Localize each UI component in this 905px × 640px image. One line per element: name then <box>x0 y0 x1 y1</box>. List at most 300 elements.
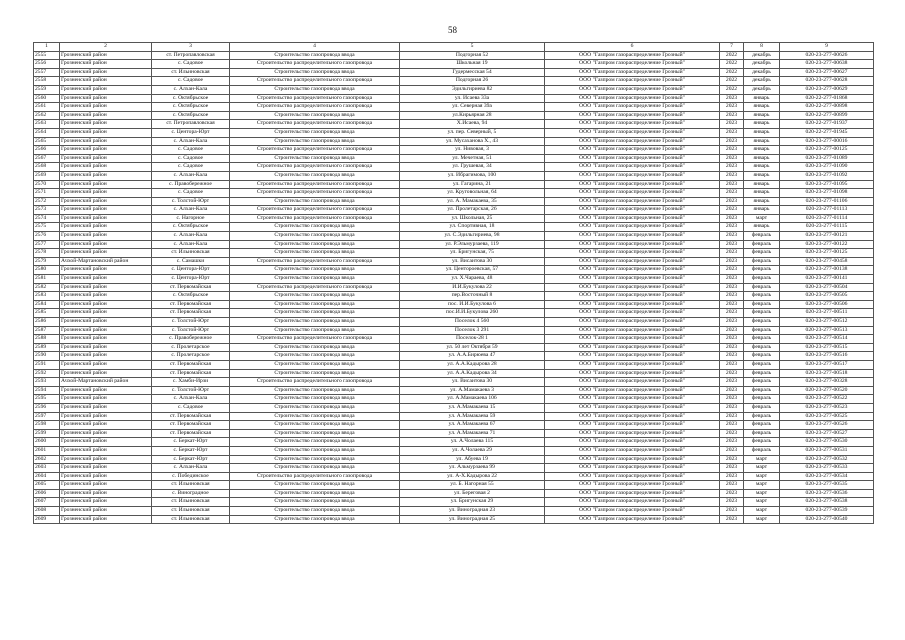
table-cell: январь <box>744 189 780 198</box>
table-cell: ст. Первомайская <box>152 360 230 369</box>
table-cell: ул. Школьная, 25 <box>400 214 545 223</box>
table-cell: 2023 <box>720 223 744 232</box>
table-cell: 2575 <box>34 223 60 232</box>
table-cell: ООО "Газпром газораспределение Грозный" <box>545 472 720 481</box>
table-cell: 2023 <box>720 249 744 258</box>
table-cell: март <box>744 489 780 498</box>
table-cell: с. Алхан-Кала <box>152 206 230 215</box>
table-cell: с. Побединское <box>152 472 230 481</box>
table-cell: 020-23-277-00539 <box>780 507 874 516</box>
table-cell: 020-23-277-00533 <box>780 464 874 473</box>
table-cell: 2597 <box>34 412 60 421</box>
table-cell: ул. Бригунская, 75 <box>400 249 545 258</box>
table-cell: январь <box>744 128 780 137</box>
table-cell: 020-22-277-01937 <box>780 120 874 129</box>
table-row <box>34 232 874 241</box>
table-cell: ул. А.Мамакаева 15 <box>400 403 545 412</box>
table-row <box>34 378 874 387</box>
table-cell: январь <box>744 180 780 189</box>
table-cell: 020-23-277-01114 <box>780 214 874 223</box>
table-cell: 2023 <box>720 438 744 447</box>
table-cell: февраль <box>744 378 780 387</box>
table-cell: Эдильгириева 82 <box>400 85 545 94</box>
table-cell: ООО "Газпром газораспределение Грозный" <box>545 455 720 464</box>
gasification-table <box>33 42 874 524</box>
table-row <box>34 171 874 180</box>
table-row <box>34 85 874 94</box>
table-cell: февраль <box>744 300 780 309</box>
table-cell: Строительство газопровода ввода <box>230 455 400 464</box>
table-cell: с. Садовое <box>152 163 230 172</box>
table-cell: ООО "Газпром газораспределение Грозный" <box>545 309 720 318</box>
table-cell: 2567 <box>34 154 60 163</box>
table-cell: 2585 <box>34 309 60 318</box>
table-cell: Грозненский район <box>60 275 152 284</box>
table-cell: 2572 <box>34 197 60 206</box>
table-row <box>34 464 874 473</box>
table-cell: ООО "Газпром газораспределение Грозный" <box>545 335 720 344</box>
table-cell: Строительство распределительного газопровода <box>230 283 400 292</box>
table-cell: ООО "Газпром газораспределение Грозный" <box>545 266 720 275</box>
table-cell: ООО "Газпром газораспределение Грозный" <box>545 464 720 473</box>
table-cell: декабрь <box>744 51 780 60</box>
table-row <box>34 275 874 284</box>
table-cell: ООО "Газпром газораспределение Грозный" <box>545 128 720 137</box>
table-cell: 2023 <box>720 180 744 189</box>
table-cell: 2023 <box>720 163 744 172</box>
table-cell: ООО "Газпром газораспределение Грозный" <box>545 120 720 129</box>
table-cell: с. Хамби-Ирзи <box>152 378 230 387</box>
table-cell: январь <box>744 146 780 155</box>
table-cell: 2566 <box>34 146 60 155</box>
table-cell: 2603 <box>34 464 60 473</box>
table-row <box>34 257 874 266</box>
table-cell: 2023 <box>720 206 744 215</box>
table-body <box>34 51 874 524</box>
table-cell: Строительство газопровода ввода <box>230 300 400 309</box>
table-cell: ООО "Газпром газораспределение Грозный" <box>545 292 720 301</box>
table-cell: 020-23-277-00628 <box>780 77 874 86</box>
table-cell: ООО "Газпром газораспределение Грозный" <box>545 446 720 455</box>
table-cell: Грозненский район <box>60 154 152 163</box>
table-cell: Строительство газопровода ввода <box>230 421 400 430</box>
table-cell: Поселок 4 560 <box>400 318 545 327</box>
table-cell: Грозненский район <box>60 120 152 129</box>
table-cell: Подгорная 26 <box>400 77 545 86</box>
table-cell: с. Садовое <box>152 60 230 69</box>
table-cell: ООО "Газпром газораспределение Грозный" <box>545 68 720 77</box>
table-cell: ООО "Газпром газораспределение Грозный" <box>545 249 720 258</box>
table-cell: Грозненский район <box>60 386 152 395</box>
table-cell: 2023 <box>720 257 744 266</box>
table-row <box>34 455 874 464</box>
table-cell: ООО "Газпром газораспределение Грозный" <box>545 137 720 146</box>
table-cell: 020-23-277-00511 <box>780 309 874 318</box>
column-header-5: 5 <box>400 43 545 52</box>
table-cell: ООО "Газпром газораспределение Грозный" <box>545 77 720 86</box>
table-cell: январь <box>744 103 780 112</box>
table-cell: 020-23-277-00526 <box>780 421 874 430</box>
table-cell: ООО "Газпром газораспределение Грозный" <box>545 171 720 180</box>
table-cell: ст. Ильиновская <box>152 249 230 258</box>
table-cell: Строительство газопровода ввода <box>230 343 400 352</box>
table-cell: Строительство распределительного газопровода <box>230 163 400 172</box>
table-cell: 2023 <box>720 309 744 318</box>
table-cell: 020-23-277-01098 <box>780 189 874 198</box>
table-cell: 2606 <box>34 489 60 498</box>
table-cell: январь <box>744 154 780 163</box>
table-cell: Грозненский район <box>60 292 152 301</box>
table-cell: 020-23-277-00505 <box>780 292 874 301</box>
column-header-8: 8 <box>744 43 780 52</box>
table-cell: ул.Кирьярная 28 <box>400 111 545 120</box>
table-cell: ст. Первомайская <box>152 429 230 438</box>
table-row <box>34 249 874 258</box>
table-cell: 020-23-277-00532 <box>780 455 874 464</box>
table-cell: 2582 <box>34 283 60 292</box>
table-cell: Грозненский район <box>60 163 152 172</box>
table-cell: 2023 <box>720 369 744 378</box>
table-cell: ул. А.Мамакаева 3 <box>400 386 545 395</box>
table-cell: с. Садовое <box>152 403 230 412</box>
table-cell: Строительство газопровода ввода <box>230 197 400 206</box>
table-cell: ООО "Газпром газораспределение Грозный" <box>545 515 720 524</box>
table-cell: ст. Первомайская <box>152 421 230 430</box>
table-cell: 020-23-277-00627 <box>780 68 874 77</box>
table-cell: 2023 <box>720 326 744 335</box>
table-cell: 2022 <box>720 77 744 86</box>
table-cell: ул. Висаитова 30 <box>400 257 545 266</box>
table-cell: Грозненский район <box>60 309 152 318</box>
table-cell: Грозненский район <box>60 137 152 146</box>
table-cell: Строительство газопровода ввода <box>230 111 400 120</box>
table-cell: 020-23-277-00538 <box>780 498 874 507</box>
table-cell: январь <box>744 137 780 146</box>
table-cell: 2609 <box>34 515 60 524</box>
table-row <box>34 137 874 146</box>
table-cell: 2576 <box>34 232 60 241</box>
table-cell: 2023 <box>720 472 744 481</box>
table-cell: 020-23-277-00122 <box>780 240 874 249</box>
table-cell: 2605 <box>34 481 60 490</box>
table-row <box>34 481 874 490</box>
table-cell: 2588 <box>34 335 60 344</box>
table-cell: 2023 <box>720 214 744 223</box>
table-cell: ООО "Газпром газораспределение Грозный" <box>545 103 720 112</box>
table-cell: Ачхой-Мартановский район <box>60 378 152 387</box>
table-cell: 2559 <box>34 85 60 94</box>
table-cell: 2023 <box>720 197 744 206</box>
column-header-7: 7 <box>720 43 744 52</box>
table-row <box>34 51 874 60</box>
table-row <box>34 68 874 77</box>
table-cell: 020-23-277-00512 <box>780 318 874 327</box>
table-cell: ул. А.А.Бирюева 47 <box>400 352 545 361</box>
table-cell: ООО "Газпром газораспределение Грозный" <box>545 214 720 223</box>
table-row <box>34 111 874 120</box>
table-cell: Строительство газопровода ввода <box>230 137 400 146</box>
table-cell: Строительство газопровода ввода <box>230 223 400 232</box>
table-cell: 2022 <box>720 85 744 94</box>
table-cell: Строительство газопровода ввода <box>230 309 400 318</box>
table-cell: ООО "Газпром газораспределение Грозный" <box>545 489 720 498</box>
table-cell: ул. Пролетарская, 26 <box>400 206 545 215</box>
table-cell: ООО "Газпром газораспределение Грозный" <box>545 163 720 172</box>
table-cell: ст. Первомайская <box>152 309 230 318</box>
table-cell: 2574 <box>34 214 60 223</box>
table-cell: Грозненский район <box>60 240 152 249</box>
table-cell: ст. Ильиновская <box>152 507 230 516</box>
table-cell: ул. Мусаханова Х., 43 <box>400 137 545 146</box>
table-cell: февраль <box>744 446 780 455</box>
table-cell: ООО "Газпром газораспределение Грозный" <box>545 60 720 69</box>
column-header-4: 4 <box>230 43 400 52</box>
table-cell: Строительство газопровода ввода <box>230 154 400 163</box>
table-cell: 2562 <box>34 111 60 120</box>
table-cell: 2023 <box>720 318 744 327</box>
table-cell: 2579 <box>34 257 60 266</box>
table-cell: 020-23-277-01106 <box>780 197 874 206</box>
table-cell: 2563 <box>34 120 60 129</box>
table-cell: ул. Гагарина, 21 <box>400 180 545 189</box>
table-cell: ООО "Газпром газораспределение Грозный" <box>545 275 720 284</box>
table-cell: март <box>744 455 780 464</box>
table-cell: ООО "Газпром газораспределение Грозный" <box>545 206 720 215</box>
table-cell: февраль <box>744 438 780 447</box>
table-cell: 2555 <box>34 51 60 60</box>
table-cell: 2023 <box>720 421 744 430</box>
table-cell: 020-23-277-00515 <box>780 343 874 352</box>
table-cell: февраль <box>744 352 780 361</box>
table-cell: с. Октябрьское <box>152 292 230 301</box>
table-cell: февраль <box>744 335 780 344</box>
table-cell: Грозненский район <box>60 77 152 86</box>
table-cell: 2023 <box>720 507 744 516</box>
table-cell: февраль <box>744 283 780 292</box>
table-cell: январь <box>744 120 780 129</box>
table-cell: 2570 <box>34 180 60 189</box>
table-cell: ул. А.Чолаева 115 <box>400 438 545 447</box>
table-cell: с. Алхан-Кала <box>152 240 230 249</box>
table-cell: ул. Северная 39а <box>400 103 545 112</box>
table-cell: 2583 <box>34 292 60 301</box>
table-cell: 2023 <box>720 498 744 507</box>
table-row <box>34 438 874 447</box>
table-cell: Строительство газопровода ввода <box>230 240 400 249</box>
table-cell: Грозненский район <box>60 498 152 507</box>
table-cell: 020-22-277-00899 <box>780 111 874 120</box>
table-cell: 2556 <box>34 60 60 69</box>
table-cell: ул. Бригунская 29 <box>400 498 545 507</box>
table-cell: И.И.Букулова 22 <box>400 283 545 292</box>
table-cell: ООО "Газпром газораспределение Грозный" <box>545 94 720 103</box>
table-row <box>34 180 874 189</box>
table-cell: ООО "Газпром газораспределение Грозный" <box>545 438 720 447</box>
table-cell: Грозненский район <box>60 335 152 344</box>
table-cell: ст. Первомайская <box>152 369 230 378</box>
table-cell: 2023 <box>720 292 744 301</box>
table-cell: 020-23-277-00504 <box>780 283 874 292</box>
table-cell: Грозненский район <box>60 352 152 361</box>
table-cell: февраль <box>744 266 780 275</box>
table-cell: Грозненский район <box>60 455 152 464</box>
table-cell: с. Центора-Юрт <box>152 275 230 284</box>
table-cell: 2604 <box>34 472 60 481</box>
table-cell: 2023 <box>720 94 744 103</box>
table-cell: 2593 <box>34 378 60 387</box>
table-cell: 2560 <box>34 94 60 103</box>
table-cell: январь <box>744 197 780 206</box>
table-cell: Грозненский район <box>60 206 152 215</box>
table-row <box>34 300 874 309</box>
table-cell: март <box>744 498 780 507</box>
table-cell: Строительство распределительного газопровода <box>230 180 400 189</box>
table-cell: 2586 <box>34 318 60 327</box>
table-cell: 2023 <box>720 266 744 275</box>
table-cell: Грозненский район <box>60 395 152 404</box>
table-cell: Строительство газопровода ввода <box>230 51 400 60</box>
table-cell: Строительство газопровода ввода <box>230 438 400 447</box>
table-cell: Грозненский район <box>60 326 152 335</box>
table-cell: март <box>744 481 780 490</box>
table-cell: Строительство газопровода ввода <box>230 232 400 241</box>
table-cell: ООО "Газпром газораспределение Грозный" <box>545 318 720 327</box>
table-row <box>34 412 874 421</box>
table-cell: ООО "Газпром газораспределение Грозный" <box>545 189 720 198</box>
table-cell: 020-23-277-01095 <box>780 180 874 189</box>
table-cell: 2023 <box>720 464 744 473</box>
table-cell: Грозненский район <box>60 60 152 69</box>
table-cell: 2023 <box>720 103 744 112</box>
table-row <box>34 489 874 498</box>
table-cell: ул. А-Х.Кадырова 22 <box>400 472 545 481</box>
table-cell: Грозненский район <box>60 464 152 473</box>
table-cell: 020-22-277-01868 <box>780 94 874 103</box>
table-cell: 020-23-277-00531 <box>780 446 874 455</box>
table-cell: с. Садовое <box>152 189 230 198</box>
table-cell: 2600 <box>34 438 60 447</box>
table-cell: 2581 <box>34 275 60 284</box>
column-header-6: 6 <box>545 43 720 52</box>
table-cell: Строительство распределительного газопровода <box>230 120 400 129</box>
table-cell: 2023 <box>720 240 744 249</box>
table-cell: Грозненский район <box>60 111 152 120</box>
table-cell: с. Алхан-Кала <box>152 171 230 180</box>
table-cell: с. Виноградное <box>152 489 230 498</box>
table-cell: ООО "Газпром газораспределение Грозный" <box>545 257 720 266</box>
table-cell: Строительство газопровода ввода <box>230 68 400 77</box>
table-cell: Грозненский район <box>60 507 152 516</box>
table-cell: Строительство газопровода ввода <box>230 369 400 378</box>
table-cell: 2023 <box>720 232 744 241</box>
table-cell: ул. Центороевская, 57 <box>400 266 545 275</box>
table-cell: Грозненский район <box>60 318 152 327</box>
table-row <box>34 283 874 292</box>
table-cell: февраль <box>744 369 780 378</box>
table-cell: пос.И.И.Букулова 260 <box>400 309 545 318</box>
table-row <box>34 318 874 327</box>
table-row <box>34 498 874 507</box>
table-cell: 2558 <box>34 77 60 86</box>
table-cell: 2561 <box>34 103 60 112</box>
table-cell: 020-23-277-00518 <box>780 369 874 378</box>
table-cell: 020-23-277-00527 <box>780 429 874 438</box>
table-cell: ул. Мечетная, 51 <box>400 154 545 163</box>
table-cell: Строительство газопровода ввода <box>230 352 400 361</box>
table-cell: 2023 <box>720 378 744 387</box>
table-cell: с. Садовое <box>152 146 230 155</box>
table-cell: Строительство распределительного газопровода <box>230 189 400 198</box>
table-cell: с. Октябрьское <box>152 111 230 120</box>
table-cell: январь <box>744 223 780 232</box>
header-row <box>34 43 874 52</box>
table-cell: 2023 <box>720 128 744 137</box>
table-cell: с. Нагорное <box>152 214 230 223</box>
table-cell: ул. Круговольная, 64 <box>400 189 545 198</box>
table-cell: 2023 <box>720 111 744 120</box>
table-cell: Строительство газопровода ввода <box>230 464 400 473</box>
table-cell: 2023 <box>720 146 744 155</box>
table-cell: с. Правобережное <box>152 335 230 344</box>
table-cell: февраль <box>744 421 780 430</box>
table-cell: 2023 <box>720 154 744 163</box>
table-cell: Строительство газопровода ввода <box>230 386 400 395</box>
table-cell: Строительство газопровода ввода <box>230 292 400 301</box>
table-row <box>34 507 874 516</box>
table-cell: Строительство газопровода ввода <box>230 498 400 507</box>
table-cell: Грозненский район <box>60 472 152 481</box>
table-cell: с. Пролетарское <box>152 352 230 361</box>
column-header-2: 2 <box>60 43 152 52</box>
table-cell: 2023 <box>720 386 744 395</box>
table-cell: 020-23-277-00522 <box>780 395 874 404</box>
table-row <box>34 335 874 344</box>
table-cell: Строительство распределительного газопровода <box>230 60 400 69</box>
table-cell: ООО "Газпром газораспределение Грозный" <box>545 360 720 369</box>
table-cell: Подгорная 52 <box>400 51 545 60</box>
table-cell: март <box>744 464 780 473</box>
table-row <box>34 189 874 198</box>
table-cell: Поселок-28 1 <box>400 335 545 344</box>
table-cell: с. Алхан-Кала <box>152 464 230 473</box>
table-cell: Грозненский район <box>60 515 152 524</box>
table-cell: Грозненский район <box>60 146 152 155</box>
table-cell: Строительство газопровода ввода <box>230 85 400 94</box>
table-cell: Строительство газопровода ввода <box>230 318 400 327</box>
table-cell: Грозненский район <box>60 266 152 275</box>
table-cell: с. Центора-Юрт <box>152 266 230 275</box>
table-cell: февраль <box>744 232 780 241</box>
table-cell: февраль <box>744 386 780 395</box>
table-cell: Строительство распределительного газопровода <box>230 214 400 223</box>
table-cell: 2607 <box>34 498 60 507</box>
table-cell: ООО "Газпром газораспределение Грозный" <box>545 283 720 292</box>
table-row <box>34 197 874 206</box>
table-cell: Строительство распределительного газопровода <box>230 77 400 86</box>
table-cell: 2023 <box>720 300 744 309</box>
table-cell: 2590 <box>34 352 60 361</box>
table-cell: ул. Спортивная, 18 <box>400 223 545 232</box>
table-cell: с. Садовое <box>152 77 230 86</box>
table-row <box>34 360 874 369</box>
table-cell: ООО "Газпром газораспределение Грозный" <box>545 412 720 421</box>
table-cell: ООО "Газпром газораспределение Грозный" <box>545 403 720 412</box>
table-cell: 020-23-277-00520 <box>780 386 874 395</box>
table-cell: 2023 <box>720 335 744 344</box>
table-cell: ул. А. Мамакаева, 35 <box>400 197 545 206</box>
table-cell: ул. А.А.Кадырова 34 <box>400 369 545 378</box>
table-cell: Строительство распределительного газопровода <box>230 378 400 387</box>
